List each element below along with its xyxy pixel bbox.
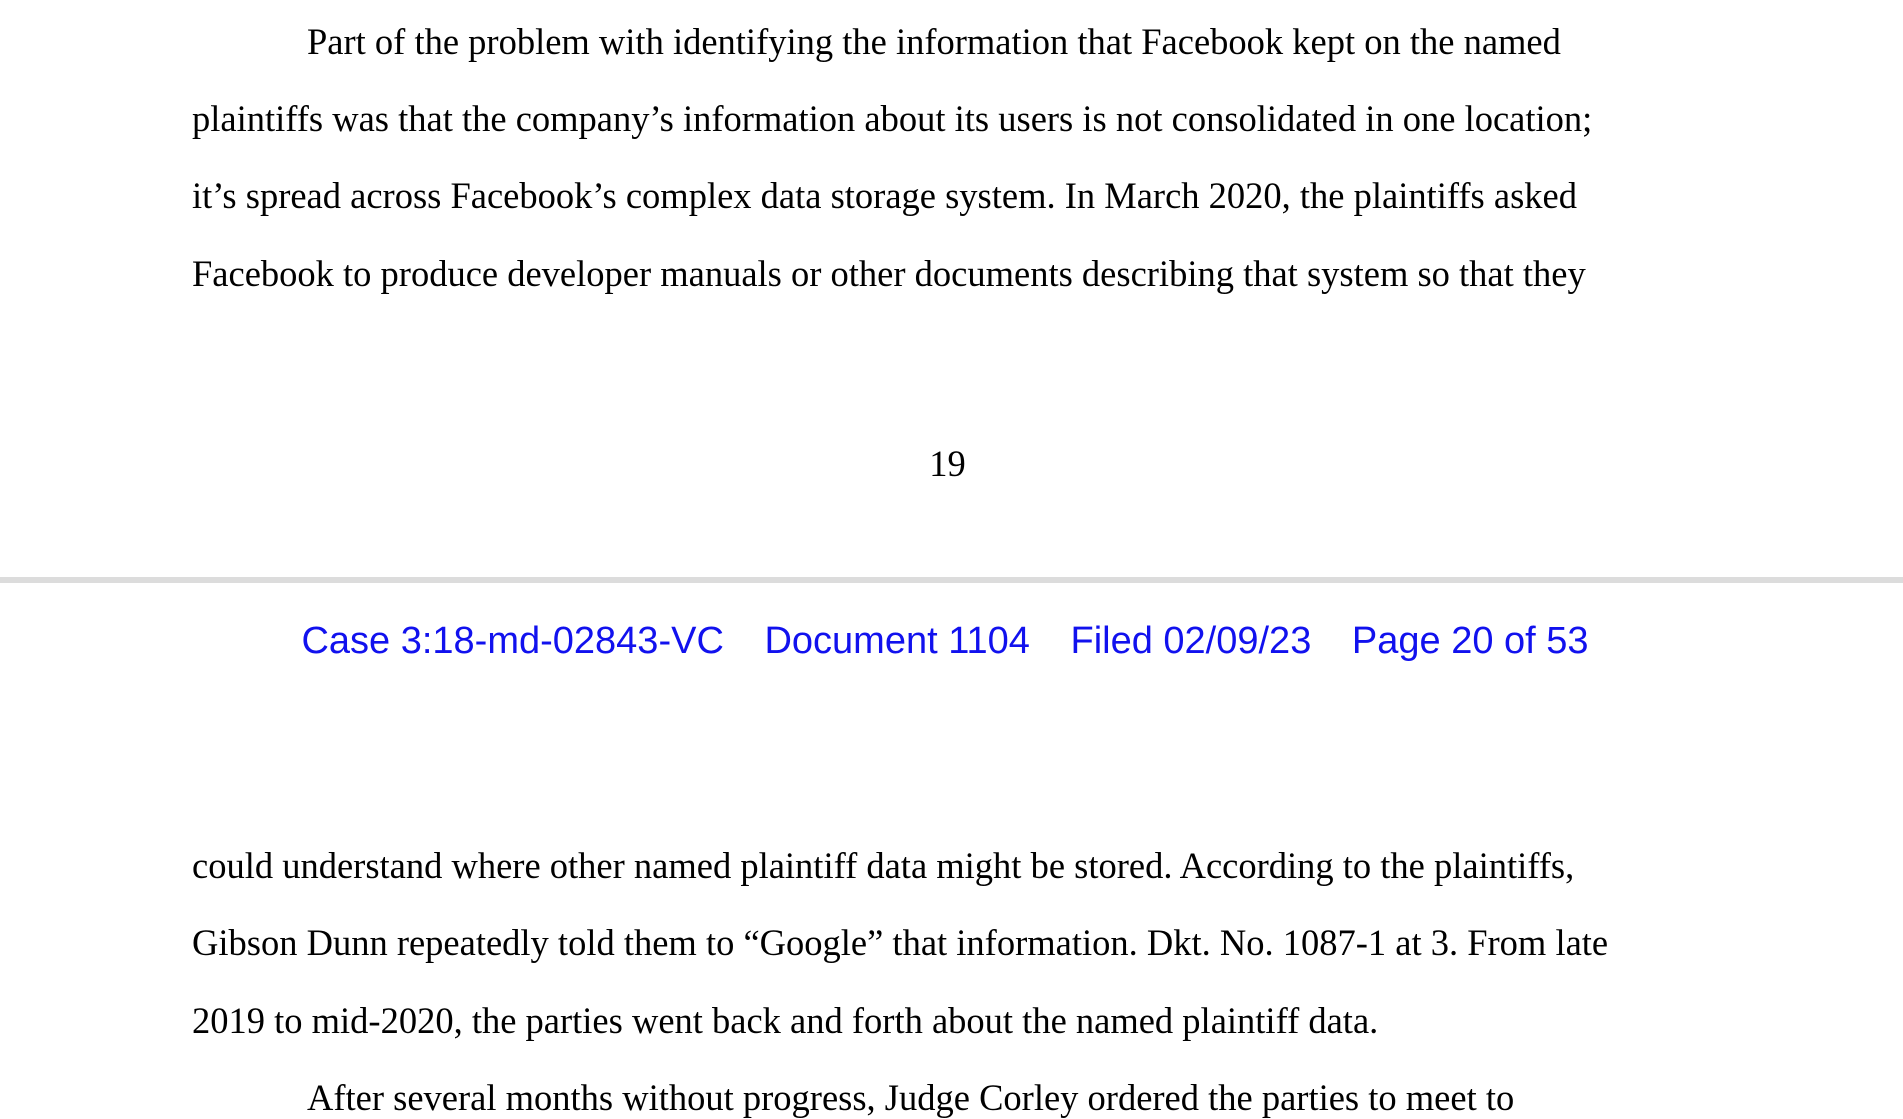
page-separator: [0, 577, 1903, 583]
paragraph-line: Facebook to produce developer manuals or other documents describing that system so that they: [192, 253, 1586, 294]
case-number: Case 3:18-md-02843-VC: [301, 620, 724, 662]
document-number: Document 1104: [764, 620, 1030, 662]
paragraph-line: After several months without progress, Judge Corley ordered the parties to meet to: [307, 1077, 1515, 1118]
paragraph-line: Part of the problem with identifying the information that Facebook kept on the named: [307, 21, 1561, 62]
paragraph-line: 2019 to mid-2020, the parties went back and forth about the named plaintiff data.: [192, 1000, 1379, 1041]
paragraph-line: Gibson Dunn repeatedly told them to “Google” that information. Dkt. No. 1087-1 at 3. From late: [192, 922, 1609, 963]
page-count: Page 20 of 53: [1351, 620, 1589, 662]
paragraph-line: could understand where other named plaintiff data might be stored. According to the plaintiffs,: [192, 845, 1575, 886]
document-page-20: [0, 584, 1903, 1118]
paragraph-line: it’s spread across Facebook’s complex data storage system. In March 2020, the plaintiffs asked: [192, 175, 1577, 216]
page-number: 19: [929, 443, 966, 484]
filed-date: Filed 02/09/23: [1070, 620, 1312, 662]
case-header: [0, 620, 1890, 663]
paragraph-line: plaintiffs was that the company’s information about its users is not consolidated in one location;: [192, 98, 1593, 139]
